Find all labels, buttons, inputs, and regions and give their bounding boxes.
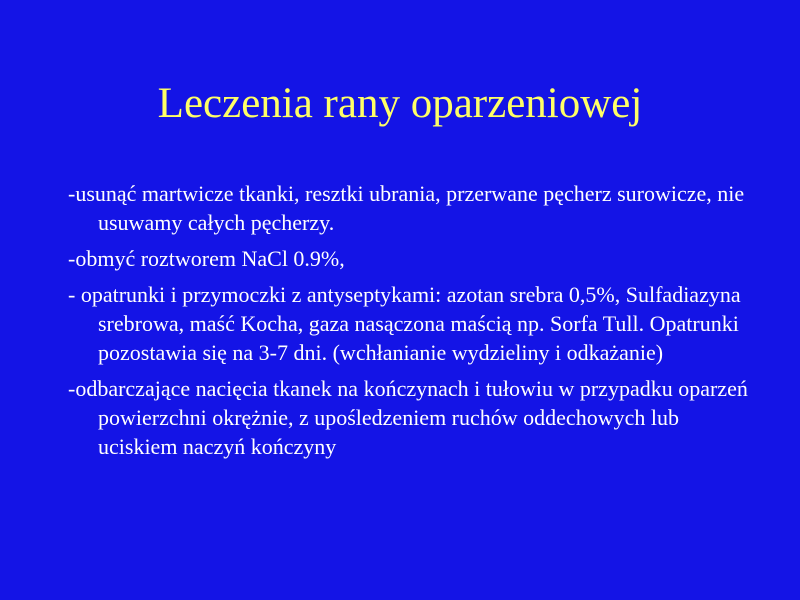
bullet-item: -odbarczające nacięcia tkanek na kończynach i tułowiu w przypadku oparzeń powierzchni okrężnie, z upośledzeniem ruchów oddechowych lub uciskiem naczyń kończyny	[68, 376, 748, 459]
bullet-item: -usunąć martwicze tkanki, resztki ubrania, przerwane pęcherz surowicze, nie usuwamy całych pęcherzy.	[68, 181, 745, 235]
bullet-item: -obmyć roztworem NaCl 0.9%,	[68, 246, 345, 271]
bullet-item: - opatrunki i przymoczki z antyseptykami: azotan srebra 0,5%, Sulfadiazyna srebrowa, maść Kocha, gaza nasączona maścią np. Sorfa Tull. Opatrunki pozostawia się na 3-7 dni. (wchłanianie wydzieliny i odkażanie)	[68, 282, 741, 365]
slide-title: Leczenia rany oparzeniowej	[157, 80, 643, 127]
bullet-list	[68, 179, 748, 468]
